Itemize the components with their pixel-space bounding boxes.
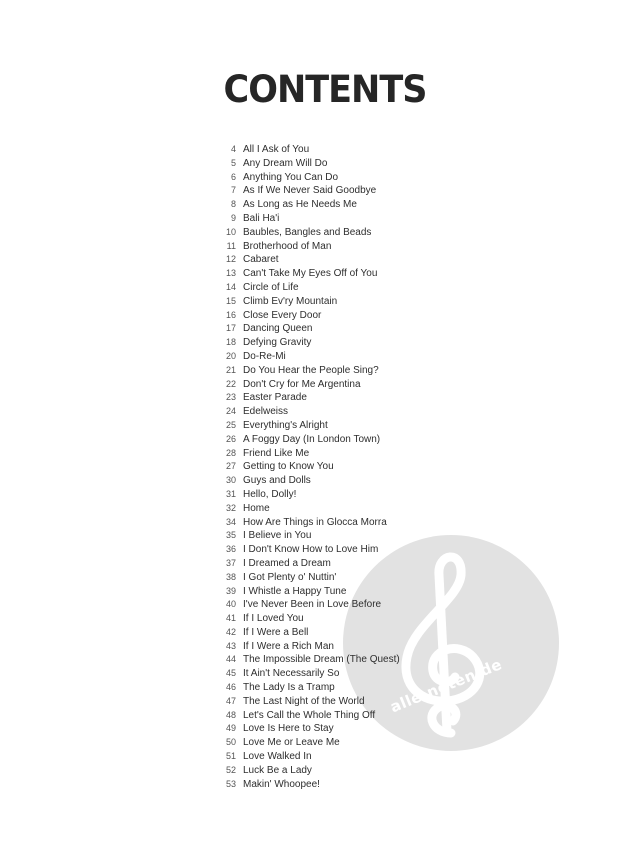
page-number: 53	[225, 778, 236, 789]
song-title: It Ain't Necessarily So	[243, 668, 340, 680]
page-number: 20	[225, 350, 236, 361]
contents-entry	[222, 516, 400, 530]
song-title: Brotherhood of Man	[243, 240, 332, 252]
page-number: 42	[225, 626, 236, 637]
contents-entry	[222, 198, 400, 212]
page-number: 21	[225, 364, 236, 375]
contents-entry	[222, 502, 400, 516]
page-number: 25	[225, 419, 236, 430]
page-number: 22	[225, 378, 236, 389]
song-title: Love Is Here to Stay	[243, 723, 334, 735]
song-title: Don't Cry for Me Argentina	[243, 378, 361, 390]
page-number: 28	[225, 447, 236, 458]
contents-entry	[222, 653, 400, 667]
song-title: Friend Like Me	[243, 447, 310, 459]
contents-entry	[222, 364, 400, 378]
page-number: 26	[225, 433, 236, 444]
page-number: 13	[225, 268, 236, 279]
page-number: 18	[225, 337, 236, 348]
contents-entry	[222, 378, 400, 392]
page-number: 10	[225, 226, 236, 237]
song-title: I Whistle a Happy Tune	[243, 585, 347, 597]
song-title: If I Were a Bell	[243, 626, 309, 638]
page-number: 40	[225, 599, 236, 610]
page-number: 30	[225, 475, 236, 486]
page-number: 51	[225, 751, 236, 762]
contents-entry	[222, 709, 400, 723]
contents-entry	[222, 695, 400, 709]
song-title: Baubles, Bangles and Beads	[243, 226, 372, 238]
contents-entry	[222, 309, 400, 323]
contents-entry	[222, 722, 400, 736]
contents-entry	[222, 640, 400, 654]
page-number: 8	[230, 199, 236, 210]
page-number: 4	[230, 144, 236, 154]
page-number: 15	[225, 295, 236, 306]
song-title: Hello, Dolly!	[243, 488, 297, 500]
contents-entry	[222, 240, 400, 254]
song-title: I've Never Been in Love Before	[243, 599, 382, 611]
contents-entry	[222, 667, 400, 681]
song-title: If I Loved You	[243, 613, 304, 625]
page-number: 17	[225, 323, 236, 334]
contents-entry	[222, 612, 400, 626]
page-number: 35	[225, 530, 236, 541]
song-title: Love Me or Leave Me	[243, 737, 340, 749]
song-title: Close Every Door	[243, 309, 322, 321]
song-title: Do You Hear the People Sing?	[243, 364, 379, 376]
contents-entry	[222, 447, 400, 461]
song-title: How Are Things in Glocca Morra	[243, 516, 387, 528]
contents-entry	[222, 681, 400, 695]
page-number: 12	[225, 254, 236, 265]
page-number: 45	[225, 668, 236, 679]
song-title: Bali Ha'i	[243, 212, 280, 224]
contents-entry	[222, 171, 400, 185]
contents-entry	[222, 322, 400, 336]
song-title: Easter Parade	[243, 392, 307, 404]
song-title: All I Ask of You	[243, 144, 310, 155]
song-title: I Believe in You	[243, 530, 312, 542]
page-number: 38	[225, 571, 236, 582]
contents-entry	[222, 488, 400, 502]
contents-entry	[222, 778, 400, 792]
page-number: 43	[225, 640, 236, 651]
page-number: 50	[225, 737, 236, 748]
page-number: 41	[225, 613, 236, 624]
page-number: 32	[225, 502, 236, 513]
contents-entry	[222, 184, 400, 198]
song-title: If I Were a Rich Man	[243, 640, 334, 652]
contents-entry	[222, 529, 400, 543]
page-number: 27	[225, 461, 236, 472]
song-title: Climb Ev'ry Mountain	[243, 295, 338, 307]
page-number: 7	[230, 185, 236, 196]
page-number: 48	[225, 709, 236, 720]
contents-entry	[222, 226, 400, 240]
song-title: I Got Plenty o' Nuttin'	[243, 571, 337, 583]
page-number: 52	[225, 764, 236, 775]
contents-entry	[222, 474, 400, 488]
page-number: 36	[225, 544, 236, 555]
page-number: 5	[230, 157, 236, 168]
page-number: 11	[226, 240, 236, 251]
contents-entry	[222, 419, 400, 433]
song-title: Dancing Queen	[243, 323, 313, 335]
contents-entry	[222, 557, 400, 571]
page-number: 9	[230, 212, 236, 223]
contents-entry	[222, 350, 400, 364]
page-number: 34	[225, 516, 236, 527]
page-number: 37	[225, 557, 236, 568]
contents-entry	[222, 543, 400, 557]
page-number: 14	[225, 281, 236, 292]
contents-entry	[222, 253, 400, 267]
contents-entry	[222, 571, 400, 585]
song-title: Luck Be a Lady	[243, 764, 312, 776]
page-number: 31	[225, 488, 236, 499]
contents-entry	[222, 143, 400, 157]
song-title: Everything's Alright	[243, 419, 328, 431]
song-title: Edelweiss	[243, 406, 289, 418]
contents-entry	[222, 460, 400, 474]
song-title: Makin' Whoopee!	[243, 778, 320, 790]
contents-entry	[222, 157, 400, 171]
song-title: Any Dream Will Do	[243, 157, 328, 169]
contents-entry	[222, 433, 400, 447]
song-title: Do-Re-Mi	[243, 350, 286, 362]
contents-list	[222, 143, 400, 791]
contents-entry	[222, 281, 400, 295]
contents-entry	[222, 736, 400, 750]
song-title: Anything You Can Do	[243, 171, 339, 183]
page-title: CONTENTS	[223, 68, 427, 112]
contents-entry	[222, 295, 400, 309]
song-title: The Impossible Dream (The Quest)	[243, 654, 400, 666]
song-title: Getting to Know You	[243, 461, 334, 473]
contents-entry	[222, 212, 400, 226]
page-number: 39	[225, 585, 236, 596]
page-number: 49	[225, 723, 236, 734]
contents-entry	[222, 391, 400, 405]
contents-entry	[222, 336, 400, 350]
song-title: Cabaret	[243, 254, 279, 266]
song-title: A Foggy Day (In London Town)	[243, 433, 381, 445]
song-title: Can't Take My Eyes Off of You	[243, 268, 378, 280]
song-title: Let's Call the Whole Thing Off	[243, 709, 376, 721]
song-title: Guys and Dolls	[243, 475, 311, 487]
song-title: Home	[243, 502, 270, 514]
song-title: I Dreamed a Dream	[243, 557, 331, 569]
contents-entry	[222, 585, 400, 599]
song-title: The Lady Is a Tramp	[243, 682, 335, 694]
song-title: The Last Night of the World	[243, 695, 365, 707]
page-number: 47	[225, 695, 236, 706]
contents-entry	[222, 750, 400, 764]
page-number: 16	[225, 309, 236, 320]
page-number: 24	[225, 406, 236, 417]
song-title: Love Walked In	[243, 751, 312, 763]
page-number: 6	[230, 171, 236, 182]
song-title: I Don't Know How to Love Him	[243, 544, 379, 556]
contents-entry	[222, 405, 400, 419]
contents-entry	[222, 626, 400, 640]
page-number: 23	[225, 392, 236, 403]
contents-entry	[222, 598, 400, 612]
contents-entry	[222, 267, 400, 281]
watermark-text: alle-noten.de	[387, 655, 505, 717]
song-title: As Long as He Needs Me	[243, 199, 357, 211]
contents-entry	[222, 764, 400, 778]
song-title: Circle of Life	[243, 281, 299, 293]
page-number: 46	[225, 682, 236, 693]
page-number: 44	[225, 654, 236, 665]
song-title: Defying Gravity	[243, 337, 312, 349]
song-title: As If We Never Said Goodbye	[243, 185, 377, 197]
